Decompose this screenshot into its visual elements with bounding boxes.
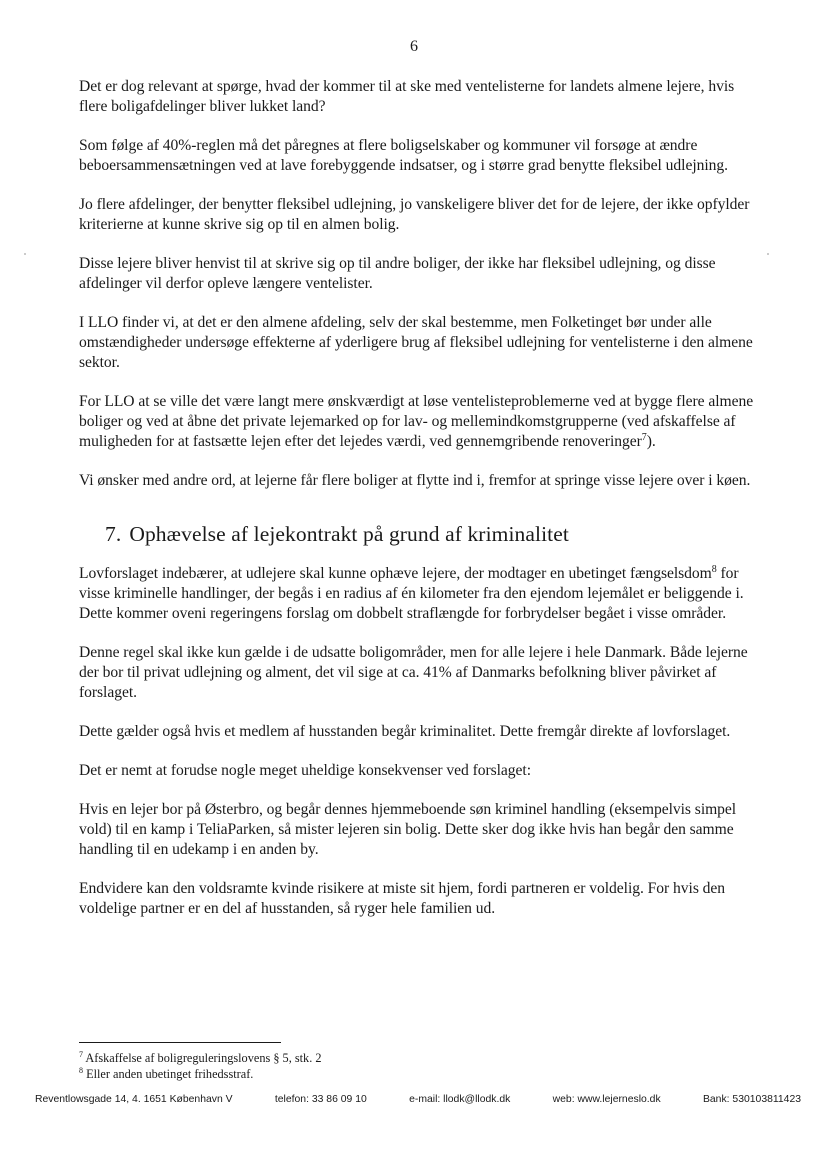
page-number: 6 [410, 38, 418, 55]
paragraph: Dette gælder også hvis et medlem af husstanden begår kriminalitet. Dette fremgår direkte af lovforslaget. [79, 723, 731, 740]
footer-address: Reventlowsgade 14, 4. 1651 København V [35, 1094, 233, 1105]
paragraph: Som følge af 40%-reglen må det påregnes at flere boligselskaber og kommuner vil forsøge at ændre beboersammensætningen ved at lave forebyggende indsatser, og i større grad benytte fleksibel udlejning. [79, 137, 728, 174]
paragraph: Jo flere afdelinger, der benytter fleksibel udlejning, jo vanskeligere bliver det for de lejere, der ikke opfylder kriterierne at kunne skrive sig op til en almen bolig. [79, 196, 750, 233]
paragraph: Det er dog relevant at spørge, hvad der kommer til at ske med ventelisterne for landets almene lejere, hvis flere boligafdelinger bliver lukket land? [79, 78, 735, 115]
footnote-reference[interactable]: 7 [641, 431, 647, 443]
paragraph: Vi ønsker med andre ord, at lejerne får flere boliger at flytte ind i, fremfor at springe visse lejere over i køen. [79, 472, 751, 489]
margin-mark [767, 253, 769, 255]
paragraph: Denne regel skal ikke kun gælde i de udsatte boligområder, men for alle lejere i hele Danmark. Både lejerne der bor til privat udlejning og alment, det vil sige at ca. 41% af Danmarks befolkning bliver påvirket af forslaget. [79, 644, 748, 701]
footnote-divider [79, 1042, 281, 1043]
section-title: Ophævelse af lejekontrakt på grund af kriminalitet [129, 522, 569, 546]
footer-phone: telefon: 33 86 09 10 [274, 1094, 367, 1105]
footer-web[interactable]: web: www.lejerneslo.dk [552, 1094, 661, 1105]
section-heading [105, 521, 759, 547]
paragraph: Lovforslaget indebærer, at udlejere skal kunne ophæve lejere, der modtager en ubetinget fængselsdom$^8$ for visse kriminelle handlinger, der begås i en radius af én kilometer fra den ejendom lejemålet er beliggende i. Dette kommer oveni regeringens forslag om dobbelt straflængde for forbrydelser begået i visse områder. [79, 563, 744, 622]
paragraph: I LLO finder vi, at det er den almene afdeling, selv der skal bestemme, men Folketinget bør under alle omstændigheder undersøge effekterne af yderligere brug af fleksibel udlejning for ventelisterne i den almene sektor. [79, 314, 753, 371]
document-body [79, 77, 759, 938]
footnotes [79, 1050, 679, 1082]
paragraph: Endvidere kan den voldsramte kvinde risikere at miste sit hjem, fordi partneren er voldelig. For hvis den voldelige partner er en del af husstanden, så ryger hele familien ud. [79, 880, 726, 917]
page-footer [35, 1094, 801, 1105]
paragraph: Hvis en lejer bor på Østerbro, og begår dennes hjemmeboende søn kriminel handling (eksempelvis simpel vold) til en kamp i TeliaParken, så mister lejeren sin bolig. Dette sker dog ikke hvis han begår den samme handling til en udekamp i en anden by. [79, 801, 737, 858]
footnote-reference[interactable]: 8 [711, 563, 717, 575]
footer-bank: Bank: 530103811423 [702, 1094, 801, 1105]
margin-mark [24, 253, 26, 255]
footnote: $^8$ Eller anden ubetinget frihedsstraf. [79, 1065, 254, 1081]
section-number: 7. [105, 522, 122, 546]
footer-email[interactable]: e-mail: llodk@llodk.dk [409, 1094, 511, 1105]
footnote: $^7$ Afskaffelse af boligreguleringslovens § 5, stk. 2 [79, 1049, 322, 1065]
paragraph: For LLO at se ville det være langt mere ønskværdigt at løse ventelisteproblemerne ved at bygge flere almene boliger og ved at åbne det private lejemarked op for lav- og mellemindkomstgrupperne (ved afskaffelse af muligheden for at fastsætte lejen efter det lejedes værdi, ved gennemgribende renoveringer$^7$). [79, 393, 754, 450]
paragraph: Det er nemt at forudse nogle meget uheldige konsekvenser ved forslaget: [79, 762, 531, 779]
paragraph: Disse lejere bliver henvist til at skrive sig op til andre boliger, der ikke har fleksibel udlejning, og disse afdelinger vil derfor opleve længere ventelister. [79, 255, 716, 292]
